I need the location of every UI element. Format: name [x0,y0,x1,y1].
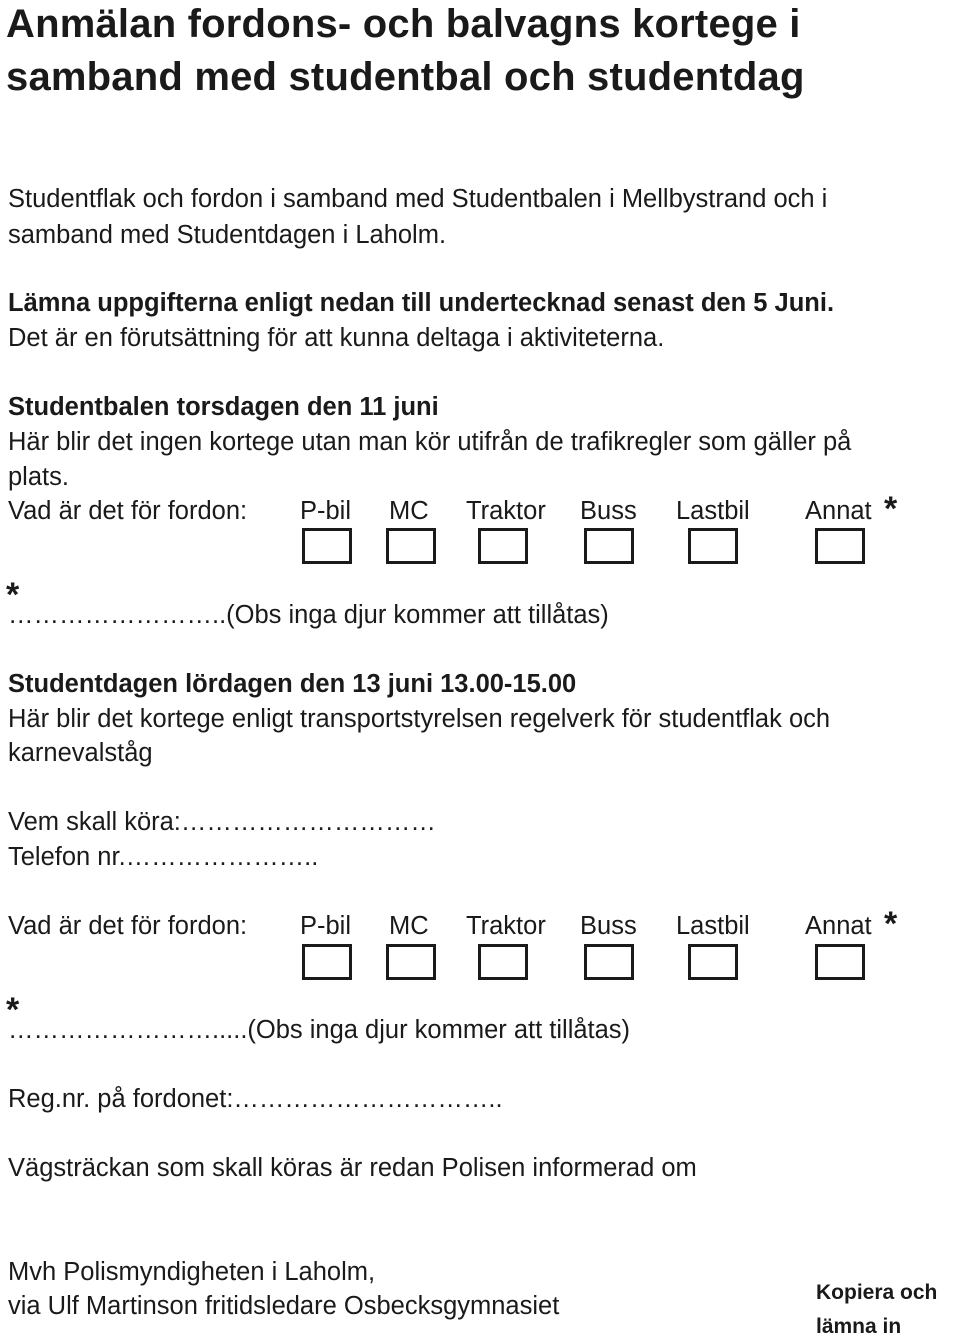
checkbox-lastbil-dag[interactable] [688,944,738,980]
checkbox-annat-dag[interactable] [815,944,865,980]
option-label-pbil-dag: P-bil [300,912,352,940]
page-title-line-2: samband med studentbal och studentdag [6,55,805,99]
checkbox-mc-bal[interactable] [386,528,436,564]
other-vehicle-field-bal[interactable]: ……………………..(Obs inga djur kommer att tillåtas) [8,601,609,629]
checkbox-traktor-bal[interactable] [478,528,528,564]
vehicle-question-dag: Vad är det för fordon: [8,912,248,940]
checkbox-buss-dag[interactable] [584,944,634,980]
section-dag-heading: Studentdagen lördagen den 13 juni 13.00-15.00 [8,670,577,698]
option-label-lastbil-dag: Lastbil [676,912,750,940]
option-label-mc-bal: MC [389,497,429,525]
option-asterisk-dag: * [884,905,898,943]
option-label-buss-bal: Buss [580,497,637,525]
option-label-mc-dag: MC [389,912,429,940]
signature-line-1: Mvh Polismyndigheten i Laholm, [8,1258,376,1286]
other-asterisk-dag: * [6,991,20,1029]
driver-field[interactable]: Vem skall köra:………………………… [8,808,436,836]
checkbox-lastbil-bal[interactable] [688,528,738,564]
section-dag-text-line-2: karnevalståg [8,739,153,767]
section-bal-text-line-2: plats. [8,463,69,491]
other-vehicle-field-dag[interactable]: …………………….....(Obs inga djur kommer att tillåtas) [8,1016,631,1044]
section-bal-text-line-1: Här blir det ingen kortege utan man kör utifrån de trafikregler som gäller på [8,428,852,456]
route-note: Vägsträckan som skall köras är redan Polisen informerad om [8,1154,697,1182]
section-dag-text-line-1: Här blir det kortege enligt transportstyrelsen regelverk för studentflak och [8,705,831,733]
signature-line-2: via Ulf Martinson fritidsledare Osbecksgymnasiet [8,1292,560,1320]
deadline-note: Det är en förutsättning för att kunna deltaga i aktiviteterna. [8,324,665,352]
checkbox-traktor-dag[interactable] [478,944,528,980]
reg-number-field[interactable]: Reg.nr. på fordonet:………………………….. [8,1085,503,1113]
copy-note-line-1: Kopiera och [816,1281,938,1304]
option-label-traktor-bal: Traktor [466,497,546,525]
option-asterisk-bal: * [884,490,898,528]
other-asterisk-bal: * [6,576,20,614]
option-label-pbil-bal: P-bil [300,497,352,525]
option-label-annat-bal: Annat [805,497,872,525]
checkbox-buss-bal[interactable] [584,528,634,564]
intro-line-1: Studentflak och fordon i samband med Studentbalen i Mellbystrand och i [8,185,828,213]
checkbox-pbil-bal[interactable] [302,528,352,564]
option-label-annat-dag: Annat [805,912,872,940]
checkbox-pbil-dag[interactable] [302,944,352,980]
phone-field[interactable]: Telefon nr.………………….. [8,843,319,871]
intro-line-2: samband med Studentdagen i Laholm. [8,221,447,249]
checkbox-annat-bal[interactable] [815,528,865,564]
option-label-traktor-dag: Traktor [466,912,546,940]
vehicle-question-bal: Vad är det för fordon: [8,497,248,525]
deadline-text: Lämna uppgifterna enligt nedan till undertecknad senast den 5 Juni. [8,289,835,317]
page-title-line-1: Anmälan fordons- och balvagns kortege i [6,2,801,46]
copy-note-line-2: lämna in [816,1315,902,1338]
option-label-lastbil-bal: Lastbil [676,497,750,525]
section-bal-heading: Studentbalen torsdagen den 11 juni [8,393,439,421]
checkbox-mc-dag[interactable] [386,944,436,980]
option-label-buss-dag: Buss [580,912,637,940]
